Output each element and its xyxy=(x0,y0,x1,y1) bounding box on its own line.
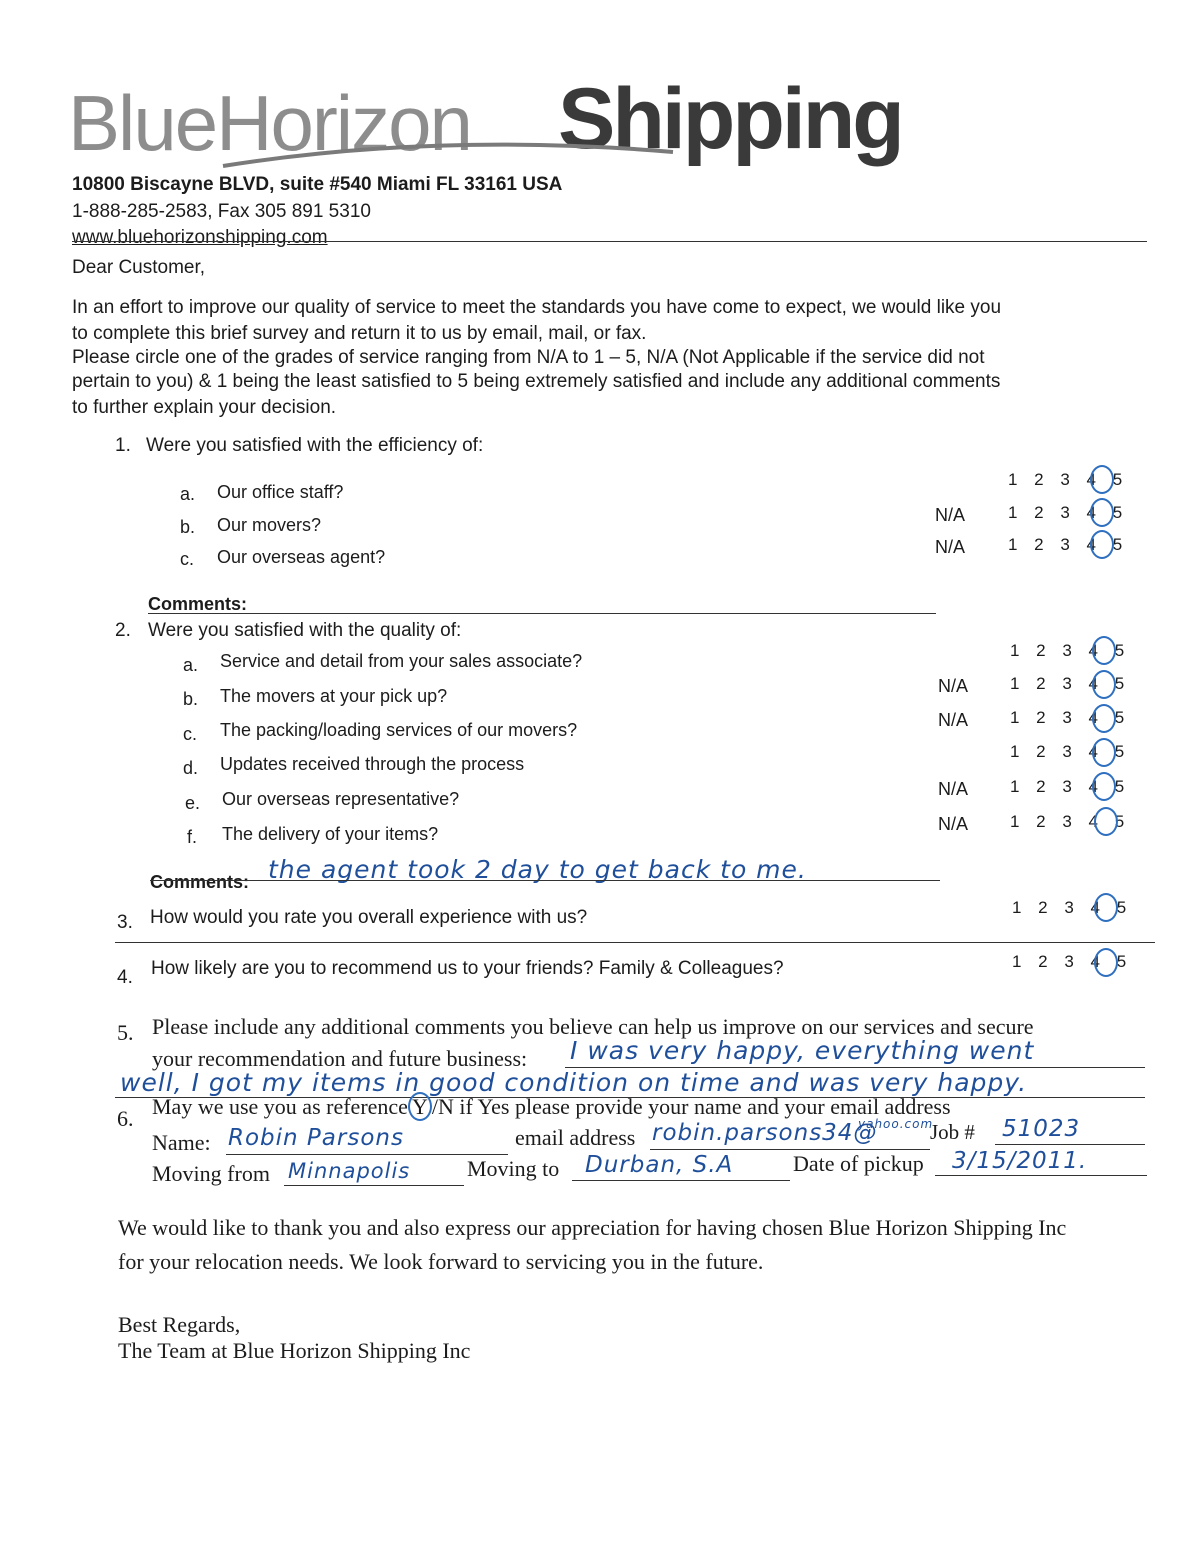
q2d-rating-circle xyxy=(1092,738,1116,767)
q1c-na[interactable]: N/A xyxy=(935,537,966,557)
q4-number: 4. xyxy=(117,967,133,988)
q2a-rating-circle xyxy=(1092,636,1116,665)
intro-line-2: to complete this brief survey and return it to us by email, mail, or fax. xyxy=(72,323,647,344)
q1a-rating-circle xyxy=(1090,465,1114,494)
q5-answer-line-2[interactable]: well, I got my items in good condition on time and was very happy. xyxy=(120,1068,1028,1097)
q2b-rating-circle xyxy=(1092,670,1116,699)
job-value[interactable]: 51023 xyxy=(1002,1116,1081,1142)
intro-line-1: In an effort to improve our quality of service to meet the standards you have come to expect, we would like you xyxy=(72,297,1002,318)
q1b-text: Our movers? xyxy=(217,515,322,535)
q2b-letter: b. xyxy=(183,689,199,709)
q2c-letter: c. xyxy=(183,724,198,744)
moving-from-label: Moving from xyxy=(152,1161,270,1186)
job-underline xyxy=(995,1144,1145,1145)
moving-to-value[interactable]: Durban, S.A xyxy=(585,1152,734,1178)
q2b-text: The movers at your pick up? xyxy=(220,686,448,706)
q1-text: Were you satisfied with the efficiency of: xyxy=(146,435,484,456)
q1-comments-line[interactable] xyxy=(148,613,936,614)
q1a-text: Our office staff? xyxy=(217,482,344,502)
q3-divider xyxy=(115,942,1155,943)
q5-line-1: Please include any additional comments you believe can help us improve on our services and secure xyxy=(152,1014,1034,1039)
job-label: Job # xyxy=(930,1120,975,1144)
q2c-text: The packing/loading services of our movers? xyxy=(220,720,578,740)
q1c-rating-circle xyxy=(1090,530,1114,559)
q2f-letter: f. xyxy=(187,827,198,847)
q2e-rating-circle xyxy=(1092,772,1116,801)
q1a-letter: a. xyxy=(180,484,196,504)
q2b-na[interactable]: N/A xyxy=(938,676,969,696)
q2a-scale[interactable]: 1 2 3 4 5 xyxy=(1010,641,1131,660)
q2f-scale[interactable]: 1 2 3 4 5 xyxy=(1010,812,1131,831)
closing-line-2: for your relocation needs. We look forward to servicing you in the future. xyxy=(118,1249,764,1274)
q4-text: How likely are you to recommend us to your friends? Family & Colleagues? xyxy=(151,958,784,979)
intro-line-5: to further explain your decision. xyxy=(72,397,337,418)
q4-scale[interactable]: 1 2 3 4 5 xyxy=(1012,952,1133,971)
q2-comments-handwritten[interactable]: the agent took 2 day to get back to me. xyxy=(268,855,807,884)
q4-rating-circle xyxy=(1094,948,1118,977)
q6-text-before: May we use you as reference xyxy=(152,1094,408,1119)
q6-number: 6. xyxy=(117,1106,134,1131)
q2-text: Were you satisfied with the quality of: xyxy=(148,620,462,641)
date-pickup-label: Date of pickup xyxy=(793,1151,924,1176)
q5-number: 5. xyxy=(117,1020,134,1045)
q1b-scale[interactable]: 1 2 3 4 5 xyxy=(1008,503,1129,522)
logo-swoosh-icon xyxy=(218,134,678,174)
email-underline xyxy=(650,1149,930,1150)
q2d-letter: d. xyxy=(183,758,199,778)
intro-line-3: Please circle one of the grades of service ranging from N/A to 1 – 5, N/A (Not Applicable if the service did not xyxy=(72,347,985,368)
q2f-text: The delivery of your items? xyxy=(222,824,439,844)
q6-no-option[interactable]: /N xyxy=(431,1094,454,1119)
q1c-letter: c. xyxy=(180,549,195,569)
q1a-scale[interactable]: 1 2 3 4 5 xyxy=(1008,470,1129,489)
greeting: Dear Customer, xyxy=(72,257,206,278)
q2e-na[interactable]: N/A xyxy=(938,779,969,799)
q2-number: 2. xyxy=(115,620,131,641)
header-divider xyxy=(72,241,1147,242)
moving-from-value[interactable]: Minnapolis xyxy=(288,1159,411,1183)
q2-comments-line xyxy=(150,880,940,881)
logo-shipping: Shipping xyxy=(558,71,902,167)
q2b-scale[interactable]: 1 2 3 4 5 xyxy=(1010,674,1131,693)
q2a-text: Service and detail from your sales associate? xyxy=(220,651,583,671)
q6-text-after: if Yes please provide your name and your email address xyxy=(453,1094,951,1119)
intro-line-4: pertain to you) & 1 being the least satisfied to 5 being extremely satisfied and include any additional comments xyxy=(72,371,1001,392)
q1-comments-label: Comments: xyxy=(148,594,248,614)
q1c-scale[interactable]: 1 2 3 4 5 xyxy=(1008,535,1129,554)
date-pickup-underline xyxy=(935,1175,1147,1176)
q2-comments-label: Comments: xyxy=(150,872,250,892)
q3-number: 3. xyxy=(117,912,133,933)
name-label: Name: xyxy=(152,1130,211,1155)
q5-line-2-label: your recommendation and future business: xyxy=(152,1046,528,1071)
q2e-text: Our overseas representative? xyxy=(222,789,460,809)
q1b-letter: b. xyxy=(180,517,196,537)
company-phone-fax: 1-888-285-2583, Fax 305 891 5310 xyxy=(72,201,371,222)
company-website-link[interactable]: www.bluehorizonshipping.com xyxy=(72,227,328,248)
q2e-letter: e. xyxy=(185,793,201,813)
moving-from-underline xyxy=(284,1185,464,1186)
company-address: 10800 Biscayne BLVD, suite #540 Miami FL 33161 USA xyxy=(72,174,563,195)
q5-answer-line-1[interactable]: I was very happy, everything went xyxy=(570,1036,1035,1065)
email-domain: yahoo.com xyxy=(858,1117,934,1131)
q1b-na[interactable]: N/A xyxy=(935,505,966,525)
logo-blue-horizon: BlueHorizon xyxy=(68,79,471,167)
q3-text: How would you rate you overall experience with us? xyxy=(150,907,588,928)
q6-yes-option[interactable]: Y xyxy=(408,1092,432,1121)
email-label: email address xyxy=(515,1125,636,1150)
best-regards: Best Regards, xyxy=(118,1312,241,1337)
q2c-rating-circle xyxy=(1092,704,1116,733)
q2e-scale[interactable]: 1 2 3 4 5 xyxy=(1010,777,1131,796)
moving-to-underline xyxy=(572,1180,790,1181)
q1c-text: Our overseas agent? xyxy=(217,547,386,567)
q6-question xyxy=(152,1094,951,1120)
closing-line-1: We would like to thank you and also express our appreciation for having chosen Blue Horizon Shipping Inc xyxy=(118,1215,1067,1240)
team-signature: The Team at Blue Horizon Shipping Inc xyxy=(118,1338,471,1363)
q2f-na[interactable]: N/A xyxy=(938,814,969,834)
q2c-na[interactable]: N/A xyxy=(938,710,969,730)
email-value[interactable]: robin.parsons34@ xyxy=(652,1120,878,1146)
q3-scale[interactable]: 1 2 3 4 5 xyxy=(1012,898,1133,917)
q2f-rating-circle xyxy=(1094,807,1118,836)
name-value[interactable]: Robin Parsons xyxy=(228,1125,404,1151)
q2d-text: Updates received through the process xyxy=(220,754,525,774)
q2c-scale[interactable]: 1 2 3 4 5 xyxy=(1010,708,1131,727)
q1-number: 1. xyxy=(115,435,131,456)
q3-rating-circle xyxy=(1094,893,1118,922)
date-pickup-value[interactable]: 3/15/2011. xyxy=(952,1148,1088,1174)
q2d-scale[interactable]: 1 2 3 4 5 xyxy=(1010,742,1131,761)
name-underline xyxy=(226,1154,508,1155)
moving-to-label: Moving to xyxy=(467,1156,560,1181)
q2a-letter: a. xyxy=(183,655,199,675)
q1b-rating-circle xyxy=(1090,498,1114,527)
